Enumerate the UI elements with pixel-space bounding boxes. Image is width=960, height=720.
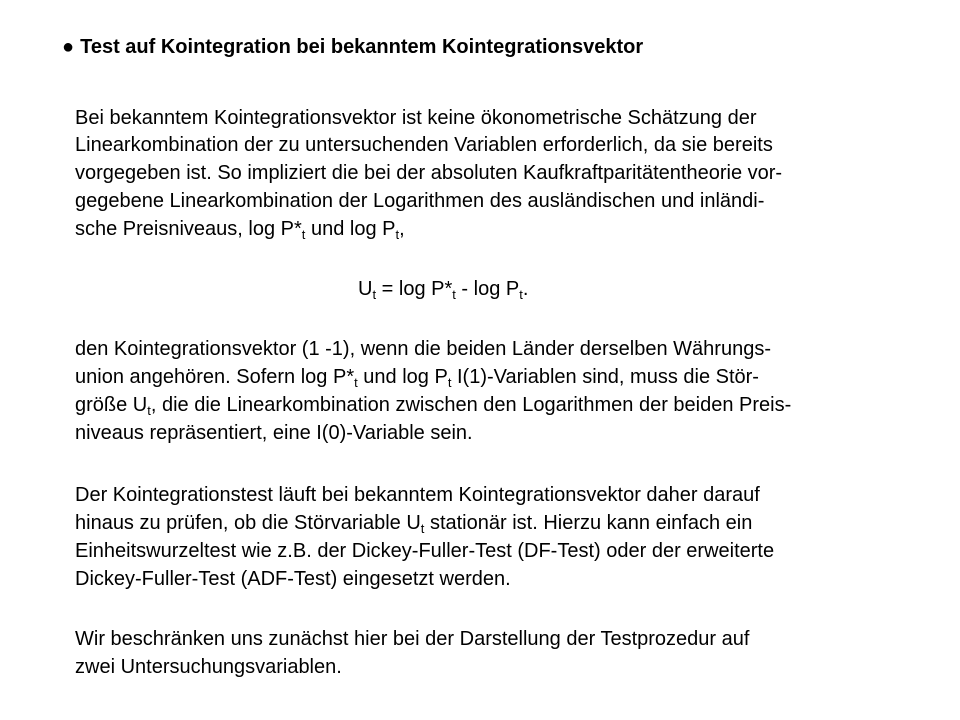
- heading-text: Test auf Kointegration bei bekanntem Kointegrationsvektor: [80, 36, 644, 58]
- para3-line1: Der Kointegrationstest läuft bei bekanntem Kointegrationsvektor daher darauf: [75, 484, 760, 506]
- para2-line3: größe $U_t$, die die Linearkombination zwischen den Logarithmen der beiden Preis-: [75, 394, 792, 418]
- para2-line1: den Kointegrationsvektor (1 -1), wenn die beiden Länder derselben Währungs-: [75, 338, 771, 360]
- para3-line3: Einheitswurzeltest wie z.B. der Dickey-Fuller-Test (DF-Test) oder der erweiterte: [75, 540, 775, 562]
- para1-line5: sche Preisniveaus, $\log P*_t$ und $\log P_t$,: [75, 218, 405, 242]
- formula: $U_t = \log P*_t - \log P_t$.: [358, 278, 529, 302]
- para1-line2: Linearkombination der zu untersuchenden Variablen erforderlich, da sie bereits: [75, 134, 773, 156]
- para3-line2: hinaus zu prüfen, ob die Störvariable $U_t$ stationär ist. Hierzu kann einfach ein: [75, 512, 753, 536]
- para4-line1: Wir beschränken uns zunächst hier bei der Darstellung der Testprozedur auf: [75, 628, 750, 650]
- para3-line4: Dickey-Fuller-Test (ADF-Test) eingesetzt werden.: [75, 568, 511, 590]
- bullet-icon: ●: [62, 36, 75, 58]
- para2-line2: union angehören. Sofern $\log P*_t$ und $\log P_t$ I(1)-Variablen sind, muss die Stör-: [75, 366, 759, 390]
- para1-line1: Bei bekanntem Kointegrationsvektor ist keine ökonometrische Schätzung der: [75, 107, 757, 129]
- para1-line4: gegebene Linearkombination der Logarithmen des ausländischen und inländi-: [75, 190, 765, 212]
- para2-line4: niveaus repräsentiert, eine I(0)-Variable sein.: [75, 422, 473, 444]
- para4-line2: zwei Untersuchungsvariablen.: [75, 656, 342, 678]
- slide-heading: [62, 36, 643, 59]
- para1-line3: vorgegeben ist. So impliziert die bei der absoluten Kaufkraftparitätentheorie vor-: [75, 162, 783, 184]
